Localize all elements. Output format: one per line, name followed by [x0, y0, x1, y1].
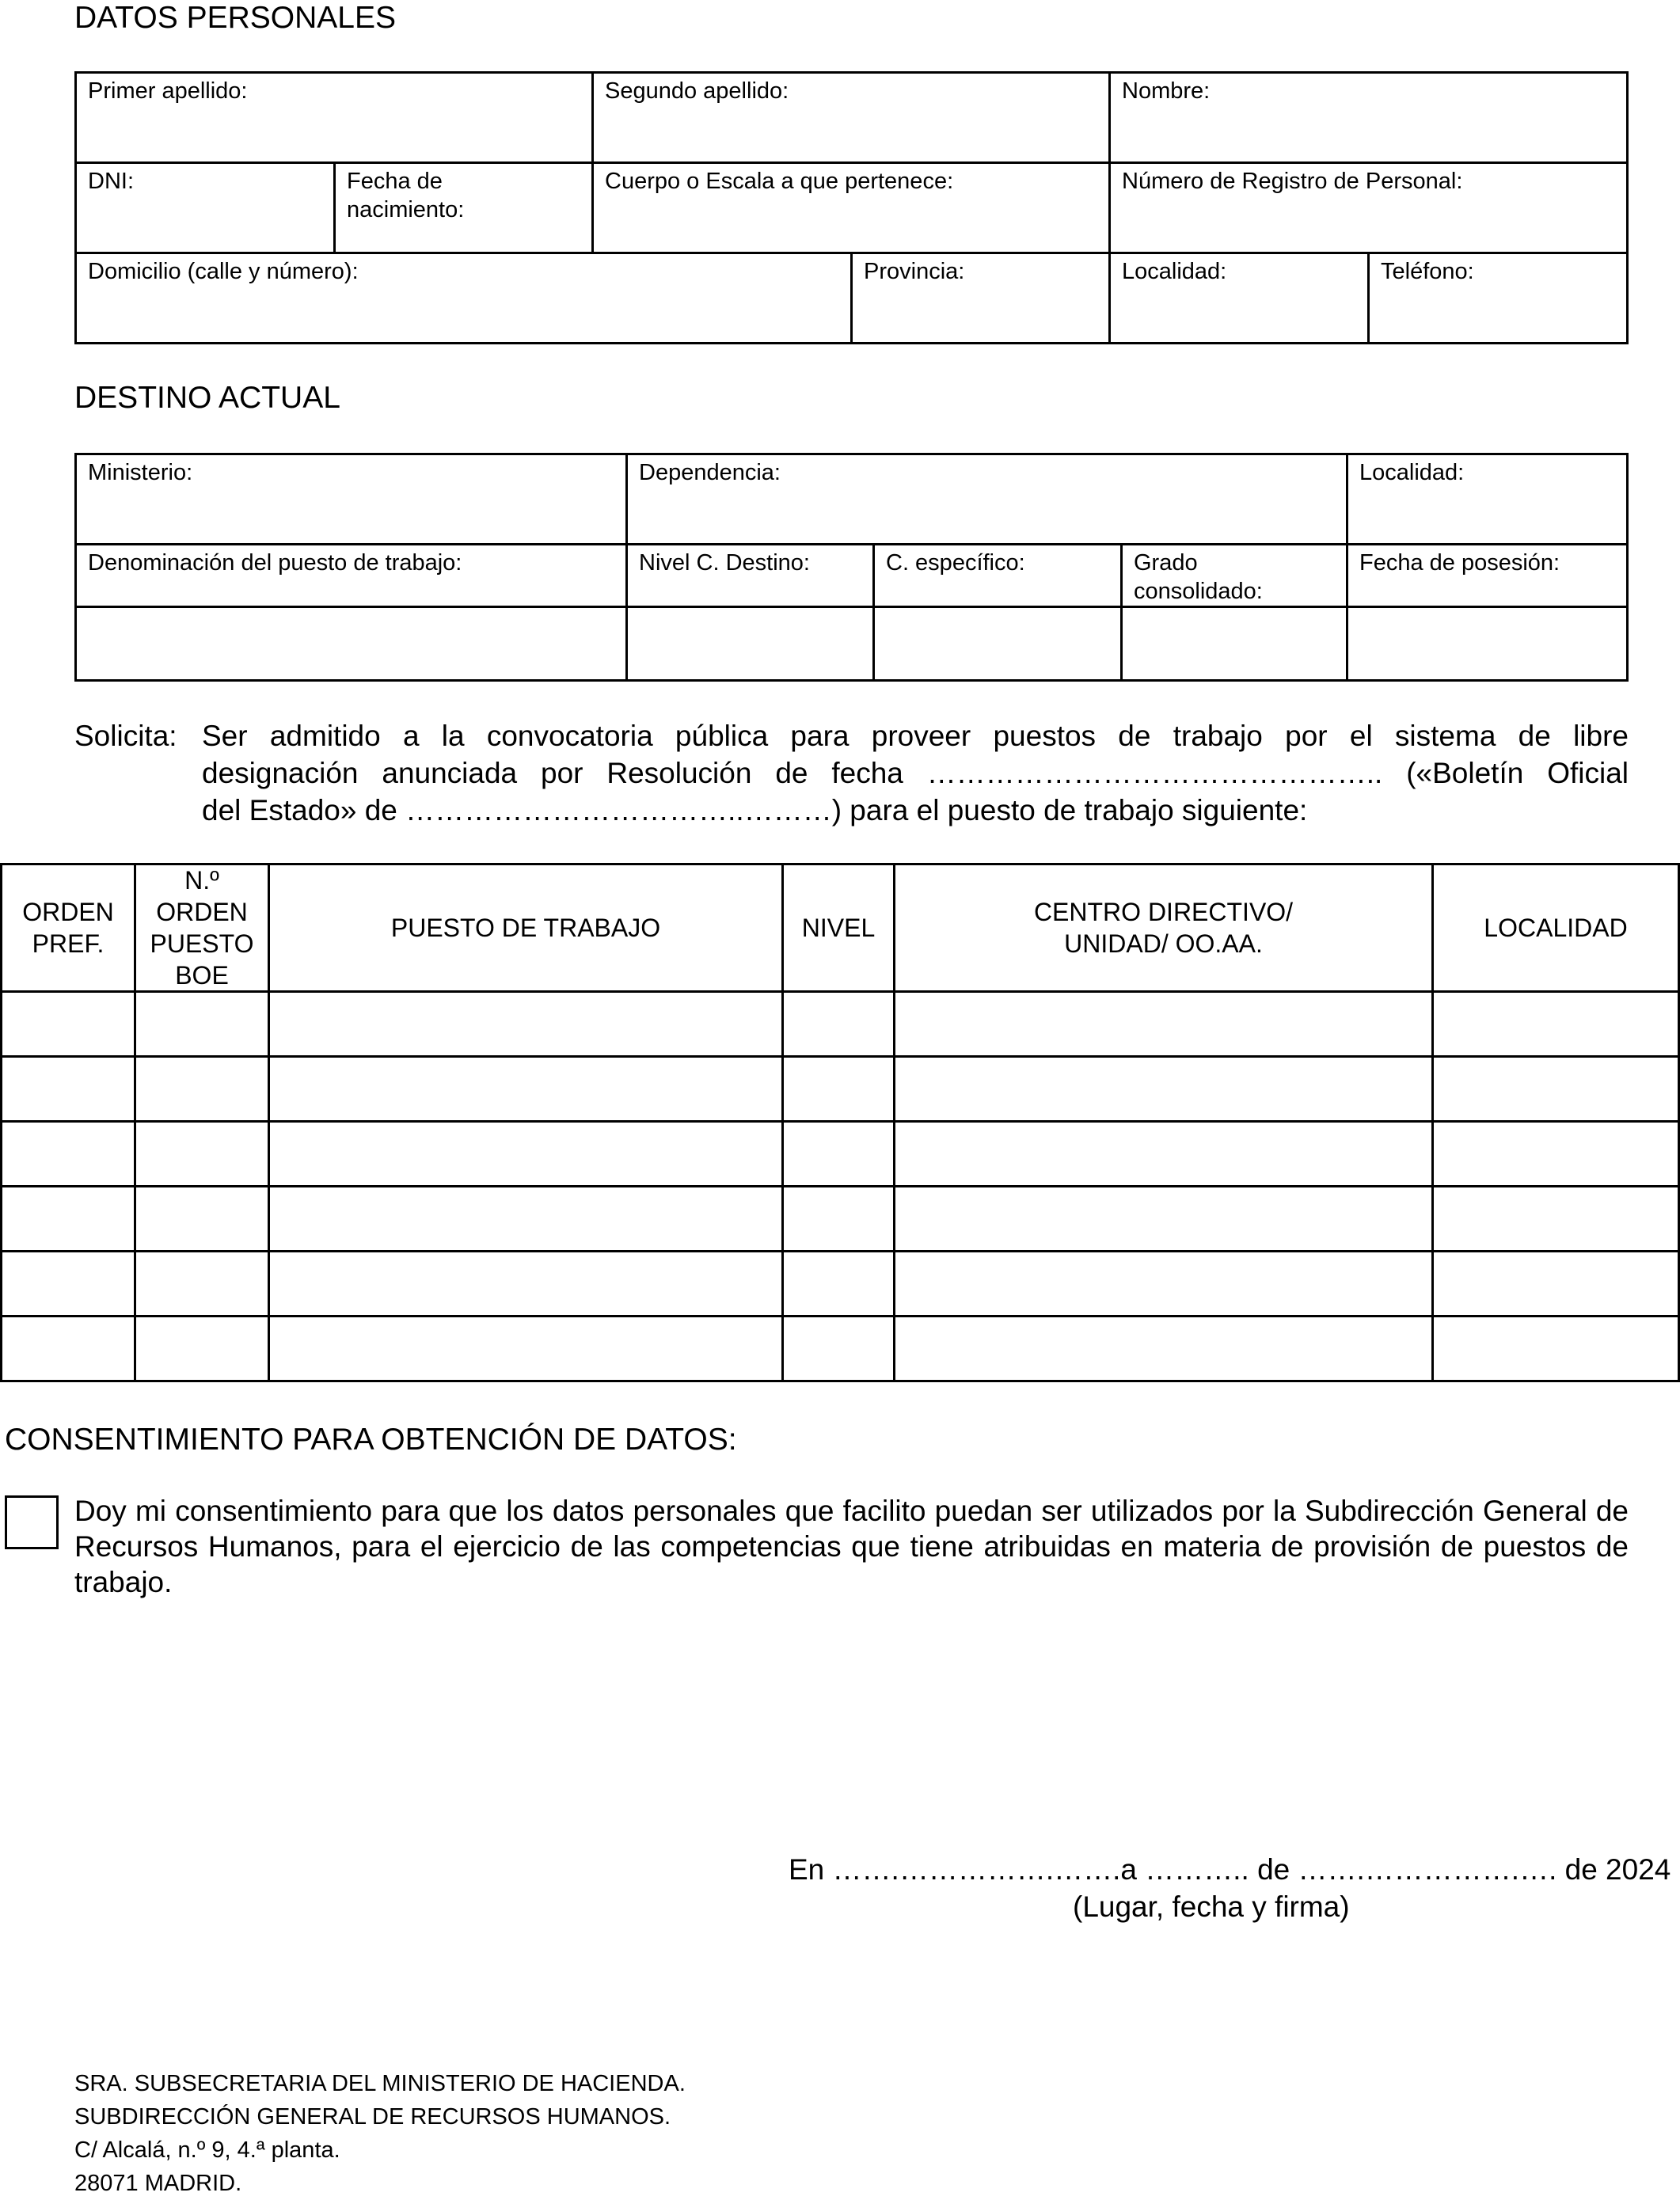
- localidad-cell[interactable]: [1431, 1315, 1680, 1382]
- domicilio-field[interactable]: [74, 252, 853, 344]
- orden-pref-cell[interactable]: [0, 1250, 136, 1317]
- consentimiento-text: Doy mi consentimiento para que los datos personales que facilito puedan ser utilizados por la Subdirección General de Recursos Humanos, para el ejercicio de las competencias que tiene atribuidas en materia de provisión de puestos de trabajo.: [74, 1495, 1629, 1598]
- destinatario-line-3: C/ Alcalá, n.º 9, 4.ª planta.: [74, 2137, 340, 2163]
- nivel-cell[interactable]: [781, 1055, 895, 1123]
- puestos-table: [0, 863, 1680, 1385]
- centro-cell[interactable]: [893, 1055, 1434, 1123]
- header-puesto-label: PUESTO DE TRABAJO: [390, 914, 661, 942]
- consentimiento-checkbox[interactable]: [5, 1495, 59, 1549]
- firma-caption: (Lugar, fecha y firma): [1073, 1890, 1350, 1923]
- header-localidad-label: LOCALIDAD: [1484, 914, 1628, 942]
- denominacion-label: Denominación del puesto de trabajo:: [88, 550, 462, 576]
- denominacion-header: [74, 543, 628, 608]
- nivel-destino-label: Nivel C. Destino:: [639, 550, 810, 576]
- localidad-cell[interactable]: [1431, 990, 1680, 1058]
- header-n-orden-label: N.º ORDEN PUESTO BOE: [150, 866, 254, 990]
- datos-personales-title: DATOS PERSONALES: [74, 1, 397, 35]
- header-centro-label: CENTRO DIRECTIVO/ UNIDAD/ OO.AA.: [1033, 898, 1294, 958]
- header-orden-pref: [0, 863, 136, 993]
- puesto-cell[interactable]: [268, 1250, 784, 1317]
- grado-consolidado-input[interactable]: [1120, 606, 1348, 682]
- puesto-cell[interactable]: [268, 1185, 784, 1252]
- c-especifico-header: [872, 543, 1123, 608]
- centro-cell[interactable]: [893, 1250, 1434, 1317]
- nivel-cell[interactable]: [781, 1315, 895, 1382]
- destino-actual-title: DESTINO ACTUAL: [74, 381, 340, 415]
- header-orden-pref-label: ORDEN PREF.: [22, 898, 114, 958]
- header-puesto: [268, 863, 784, 993]
- segundo-apellido-label: Segundo apellido:: [605, 78, 789, 104]
- destino-localidad-field[interactable]: [1346, 453, 1629, 545]
- nivel-cell[interactable]: [781, 1185, 895, 1252]
- n-orden-cell[interactable]: [134, 1315, 270, 1382]
- fecha-posesion-label: Fecha de posesión:: [1359, 550, 1560, 576]
- orden-pref-cell[interactable]: [0, 1185, 136, 1252]
- nivel-cell[interactable]: [781, 1250, 895, 1317]
- consentimiento-title: CONSENTIMIENTO PARA OBTENCIÓN DE DATOS:: [5, 1423, 737, 1457]
- orden-pref-cell[interactable]: [0, 990, 136, 1058]
- telefono-field[interactable]: [1367, 252, 1629, 344]
- orden-pref-cell[interactable]: [0, 1120, 136, 1187]
- puesto-cell[interactable]: [268, 1315, 784, 1382]
- grado-consolidado-header: [1120, 543, 1348, 608]
- header-n-orden: [134, 863, 270, 993]
- destinatario-line-1: SRA. SUBSECRETARIA DEL MINISTERIO DE HACIENDA.: [74, 2071, 686, 2096]
- orden-pref-cell[interactable]: [0, 1315, 136, 1382]
- localidad-cell[interactable]: [1431, 1055, 1680, 1123]
- firma-line: En …….…………….…….a ……….. de …….…………….…. de 2024: [789, 1853, 1671, 1886]
- puesto-cell[interactable]: [268, 1120, 784, 1187]
- destino-localidad-label: Localidad:: [1359, 460, 1465, 485]
- nombre-field[interactable]: [1108, 71, 1629, 164]
- telefono-label: Teléfono:: [1381, 259, 1474, 284]
- segundo-apellido-field[interactable]: [591, 71, 1111, 164]
- nivel-cell[interactable]: [781, 990, 895, 1058]
- primer-apellido-field[interactable]: [74, 71, 594, 164]
- fecha-nacimiento-label: Fecha de nacimiento:: [347, 169, 465, 222]
- c-especifico-input[interactable]: [872, 606, 1123, 682]
- nombre-label: Nombre:: [1122, 78, 1211, 104]
- destinatario-line-2: SUBDIRECCIÓN GENERAL DE RECURSOS HUMANOS.: [74, 2104, 671, 2130]
- localidad-cell[interactable]: [1431, 1120, 1680, 1187]
- dependencia-field[interactable]: [625, 453, 1348, 545]
- nivel-destino-header: [625, 543, 875, 608]
- n-orden-cell[interactable]: [134, 1250, 270, 1317]
- puesto-cell[interactable]: [268, 1055, 784, 1123]
- dependencia-label: Dependencia:: [639, 460, 781, 485]
- puesto-cell[interactable]: [268, 990, 784, 1058]
- centro-cell[interactable]: [893, 1120, 1434, 1187]
- destinatario-line-4: 28071 MADRID.: [74, 2171, 242, 2196]
- primer-apellido-label: Primer apellido:: [88, 78, 248, 104]
- domicilio-label: Domicilio (calle y número):: [88, 259, 359, 284]
- header-nivel-label: NIVEL: [801, 914, 876, 942]
- fecha-posesion-input[interactable]: [1346, 606, 1629, 682]
- localidad-cell[interactable]: [1431, 1250, 1680, 1317]
- c-especifico-label: C. específico:: [886, 550, 1025, 576]
- dni-label: DNI:: [88, 169, 134, 194]
- orden-pref-cell[interactable]: [0, 1055, 136, 1123]
- localidad-label: Localidad:: [1122, 259, 1227, 284]
- cuerpo-escala-label: Cuerpo o Escala a que pertenece:: [605, 169, 954, 194]
- header-localidad: [1431, 863, 1680, 993]
- ministerio-field[interactable]: [74, 453, 628, 545]
- localidad-field[interactable]: [1108, 252, 1370, 344]
- solicita-line-1: Ser admitido a la convocatoria pública para proveer puestos de trabajo por el sistema de libre: [202, 720, 1629, 752]
- grado-consolidado-label: Grado consolidado:: [1134, 550, 1263, 604]
- numero-registro-field[interactable]: [1108, 161, 1629, 254]
- localidad-cell[interactable]: [1431, 1185, 1680, 1252]
- ministerio-label: Ministerio:: [88, 460, 193, 485]
- cuerpo-escala-field[interactable]: [591, 161, 1111, 254]
- nivel-destino-input[interactable]: [625, 606, 875, 682]
- header-nivel: [781, 863, 895, 993]
- n-orden-cell[interactable]: [134, 990, 270, 1058]
- solicita-line-2: designación anunciada por Resolución de fecha ……………………………………….. («Boletín Oficial: [202, 757, 1629, 789]
- fecha-posesion-header: [1346, 543, 1629, 608]
- n-orden-cell[interactable]: [134, 1185, 270, 1252]
- denominacion-input[interactable]: [74, 606, 628, 682]
- fecha-nacimiento-field[interactable]: [333, 161, 594, 254]
- solicita-line-3: del Estado» de ……………………………..………) para el puesto de trabajo siguiente:: [202, 794, 1308, 826]
- centro-cell[interactable]: [893, 1185, 1434, 1252]
- solicita-label: Solicita:: [74, 720, 177, 752]
- dni-field[interactable]: [74, 161, 336, 254]
- provincia-label: Provincia:: [864, 259, 965, 284]
- centro-cell[interactable]: [893, 1315, 1434, 1382]
- n-orden-cell[interactable]: [134, 1055, 270, 1123]
- numero-registro-label: Número de Registro de Personal:: [1122, 169, 1463, 194]
- provincia-field[interactable]: [850, 252, 1111, 344]
- n-orden-cell[interactable]: [134, 1120, 270, 1187]
- centro-cell[interactable]: [893, 990, 1434, 1058]
- header-centro: [893, 863, 1434, 993]
- nivel-cell[interactable]: [781, 1120, 895, 1187]
